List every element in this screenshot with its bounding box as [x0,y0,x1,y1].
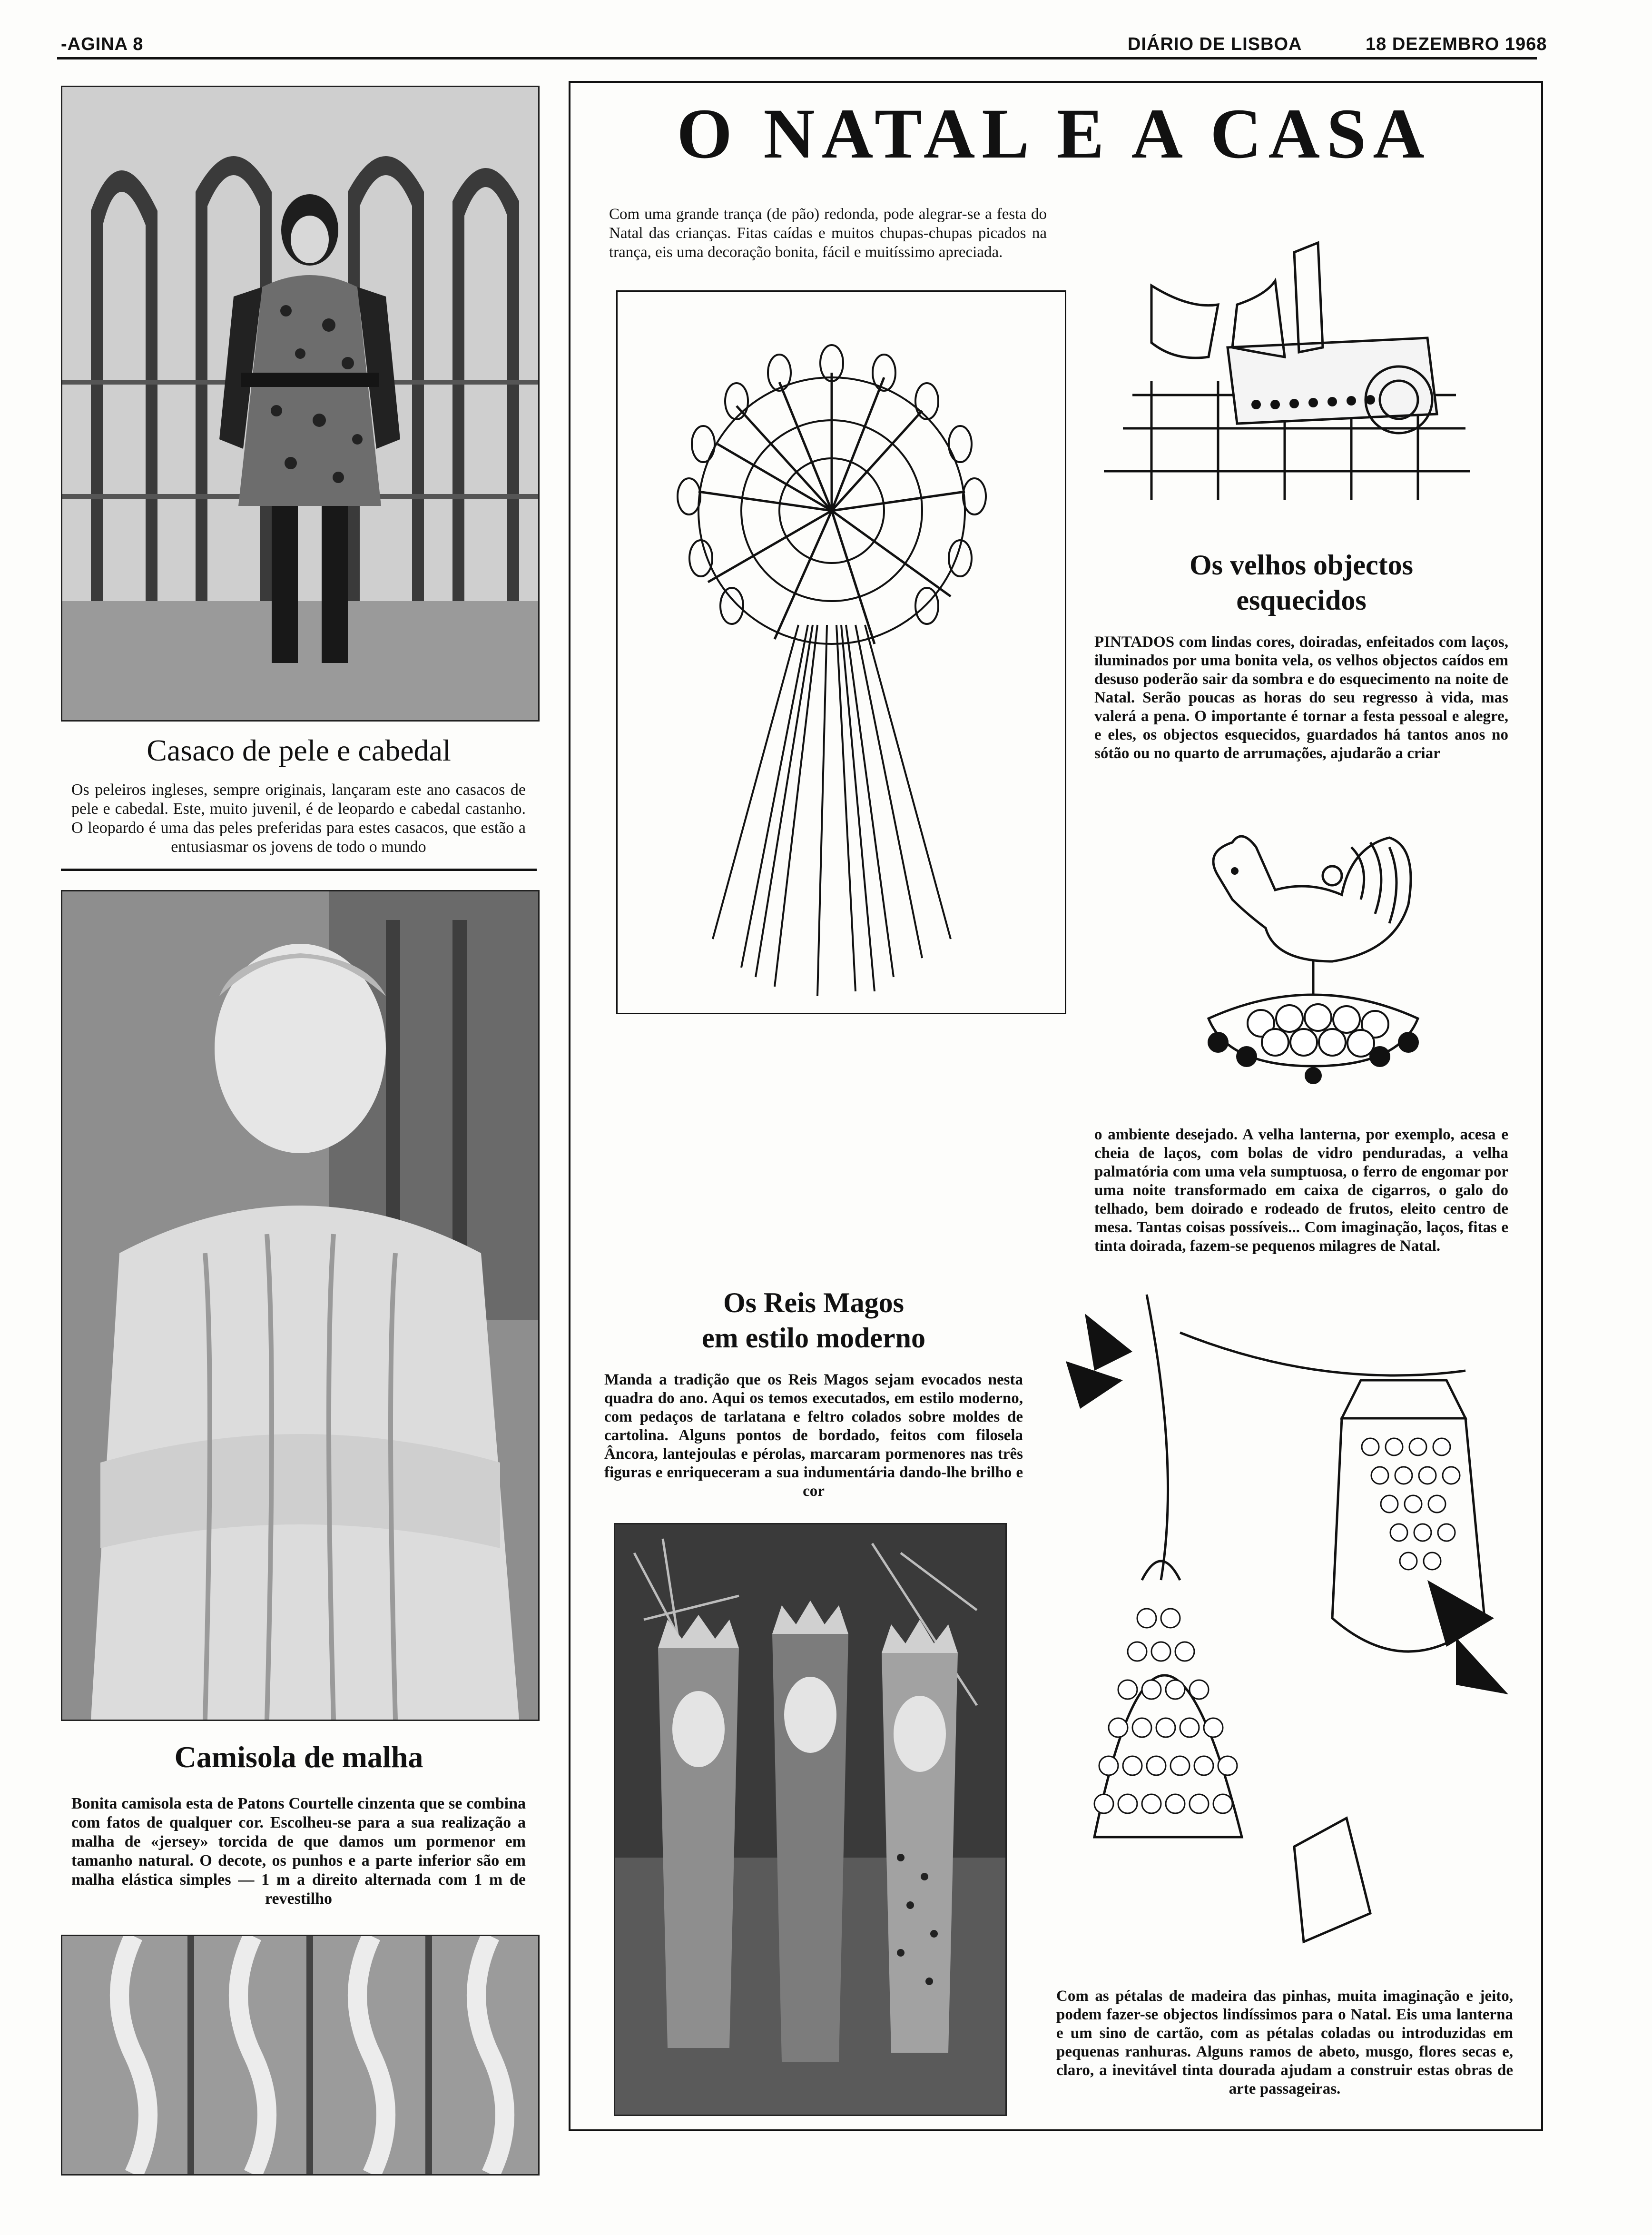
reis-title [604,1285,1023,1355]
page-number: -AGINA 8 [61,34,144,54]
reis-title-line2: em estilo moderno [702,1322,925,1354]
issue-date: 18 DEZEMBRO 1968 [1366,34,1547,54]
pinhas-body: Com as pétalas de madeira das pinhas, muita imaginação e jeito, podem fazer-se objectos lindíssimos para o Natal. Eis uma lanterna e um sino de cartão, com as pétalas coladas ou introduzidas em pequenas ranhuras. Alguns ramos de abeto, musgo, flores secas e, claro, a inevitável tinta dourada ajudam a construir estas obras de arte passageiras. [1056,1988,1513,2097]
velhos-title-line2: esquecidos [1236,584,1367,616]
velhos-lead-word: PINTADOS [1094,633,1175,651]
iron-box-illustration [1094,224,1475,500]
header-rule [57,57,1537,59]
wreath-intro: Com uma grande trança (de pão) redonda, pode alegrar-se a festa do Natal das crianças. Fitas caídas e muitos chupas-chupas picados na trança, eis uma decoração bonita, fácil e muitíssimo apreciada. [609,206,1047,261]
feature-title: O NATAL E A CASA [677,94,1431,173]
velhos-title-line1: Os velhos objectos [1190,549,1413,581]
left-column-rule [61,869,537,871]
coat-article-title: Casaco de pele e cabedal [147,733,451,767]
reis-body: Manda a tradição que os Reis Magos sejam evocados nesta quadra do ano. Aqui os temos executados, em estilo moderno, com pedaços de tarlatana e feltro colados sobre moldes de cartolina. Alguns pontos de bordado, feitos com filosela Âncora, lantejoulas e pérolas, marcaram pormenores nas três figuras e enriqueceram a sua indumentária dando-lhe brilho e cor [604,1371,1023,1500]
velhos-body-text1: com lindas cores, doiradas, enfeitados com laços, iluminados por uma bonita vela, os velhos objectos caídos em desuso poderão sair da sombra e do esquecimento na noite de Natal. Serão poucas as horas do seu regresso à vida, mas valerá a pena. O importante é tornar a festa pessoal e alegre, e eles, os objectos esquecidos, guardados há tantos anos no sótão ou no quarto de arrumações, ajudarão a criar [1094,633,1508,762]
newspaper-name: DIÁRIO DE LISBOA [1128,34,1302,54]
leopard-coat-photo [61,86,540,722]
sweater-article-title: Camisola de malha [174,1740,423,1774]
sweater-article-body: Bonita camisola esta de Patons Courtelle cinzenta que se combina com fatos de qualquer cor. Escolheu-se para a sua realização a malha de «jersey» torcida de que damos um pormenor em tamanho natural. O decote, os punhos e a parte inferior são em malha elástica simples — 1 m a direito alternada com 1 m de revestilho [71,1795,526,1908]
reis-magos-photo [614,1523,1007,2116]
knit-sweater-photo [61,890,540,1721]
knit-detail-photo [61,1935,540,2176]
velhos-body-part2: o ambiente desejado. A velha lanterna, por exemplo, acesa e cheia de laços, com bolas de vidro penduradas, a velha palmatória com uma vela sumptuosa, o ferro de engomar por uma noite transformado em caixa de cigarros, o galo do telhado, bem doirado e rodeado de frutos, eleito centro de mesa. Tantas coisas possíveis... Com imaginação, laços, fitas e tinta doirada, fazem-se pequenos milagres de Natal. [1094,1126,1508,1255]
wreath-illustration [616,290,1066,1014]
velhos-title [1094,547,1508,618]
pinecone-lantern-bell-illustration [1037,1276,1523,1975]
reis-title-line1: Os Reis Magos [723,1287,904,1318]
rooster-illustration [1190,819,1437,1104]
coat-article-body: Os peleiros ingleses, sempre originais, lançaram este ano casacos de pele e cabedal. Este, muito juvenil, é de leopardo e cabedal castanho. O leopardo é uma das peles preferidas para estes casacos, que estão a entusiasmar os jovens de todo o mundo [71,781,526,856]
velhos-body-part1 [1094,633,1508,763]
